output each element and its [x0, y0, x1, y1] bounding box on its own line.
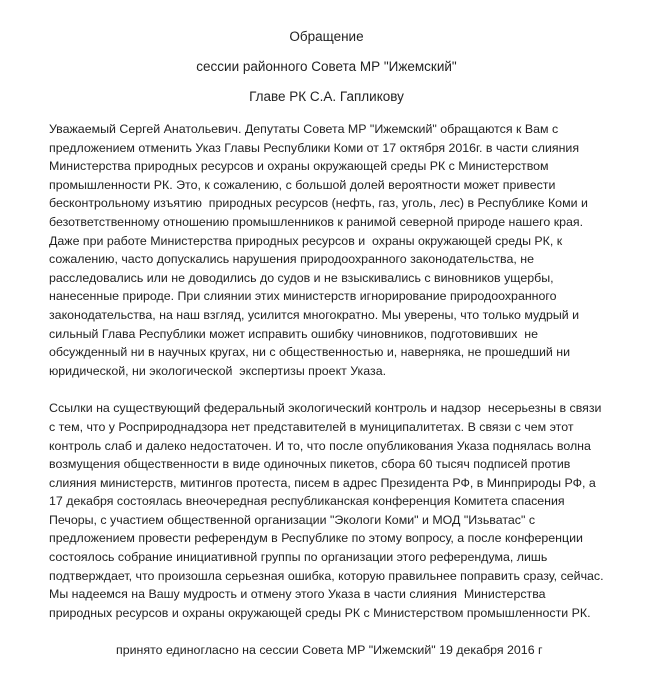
- document-body: [49, 120, 608, 622]
- adoption-note: принято единогласно на сессии Совета МР "Ижемский" 19 декабря 2016 г: [116, 643, 543, 658]
- document-title: Обращение: [289, 29, 364, 44]
- document-subtitle: сессии районного Совета МР "Ижемский": [196, 59, 457, 74]
- body-paragraph: Уважаемый Сергей Анатольевич. Депутаты Совета МР "Ижемский" обращаются к Вам с предложением отменить Указ Главы Республики Коми от 17 октября 2016г. в части слияния Министерства природных ресурсов и охраны окружающей среды РК с Министерством промышленности РК. Это, к сожалению, с большой долей вероятности может привести бесконтрольному изъятию природных ресурсов (нефть, газ, уголь, лес) в Республике Коми и безответственному отношению промышленников к ранимой северной природе нашего края. Даже при работе Министерства природных ресурсов и охраны окружающей среды РК, к сожалению, часто допускались нарушения природоохранного законодательства, не расследовались или не доводились до судов и не взыскивались с виновников ущербы, нанесенные природе. При слиянии этих министерств игнорирование природоохранного законодательства, на наш взгляд, усилится многократно. Мы уверены, что только мудрый и сильный Глава Республики может исправить ошибку чиновников, подготовивших не обсужденный ни в научных кругах, ни с общественностью и, наверняка, не прошедший ни юридической, ни экологической экспертизы проект Указа.: [49, 122, 592, 378]
- document-addressee: Главе РК С.А. Гапликову: [249, 89, 404, 104]
- body-paragraph: Ссылки на существующий федеральный экологический контроль и надзор несерьезны в связи с тем, что у Росприроднадзора нет представителей в муниципалитетах. В связи с чем этот контроль слаб и далеко недостаточен. И то, что после опубликования Указа поднялась волна возмущения общественности в виде одиночных пикетов, сбора 60 тысяч подписей против слияния министерств, митингов протеста, писем в адрес Президента РФ, в Минприроды РФ, а 17 декабря состоялась внеочередная республиканская конференция Комитета спасения Печоры, с участием общественной организации "Экологи Коми" и МОД "Изьватас" с предложением провести референдум в Республике по этому вопросу, а после конференции состоялось собрание инициативной группы по организации этого референдума, лишь подтверждает, что произошла серьезная ошибка, которую правильнее поправить сразу, сейчас. Мы надеемся на Вашу мудрость и отмену этого Указа в части слияния Министерства природных ресурсов и охраны окружающей среды РК с Министерством промышленности РК.: [49, 401, 608, 620]
- document-header: [49, 22, 604, 112]
